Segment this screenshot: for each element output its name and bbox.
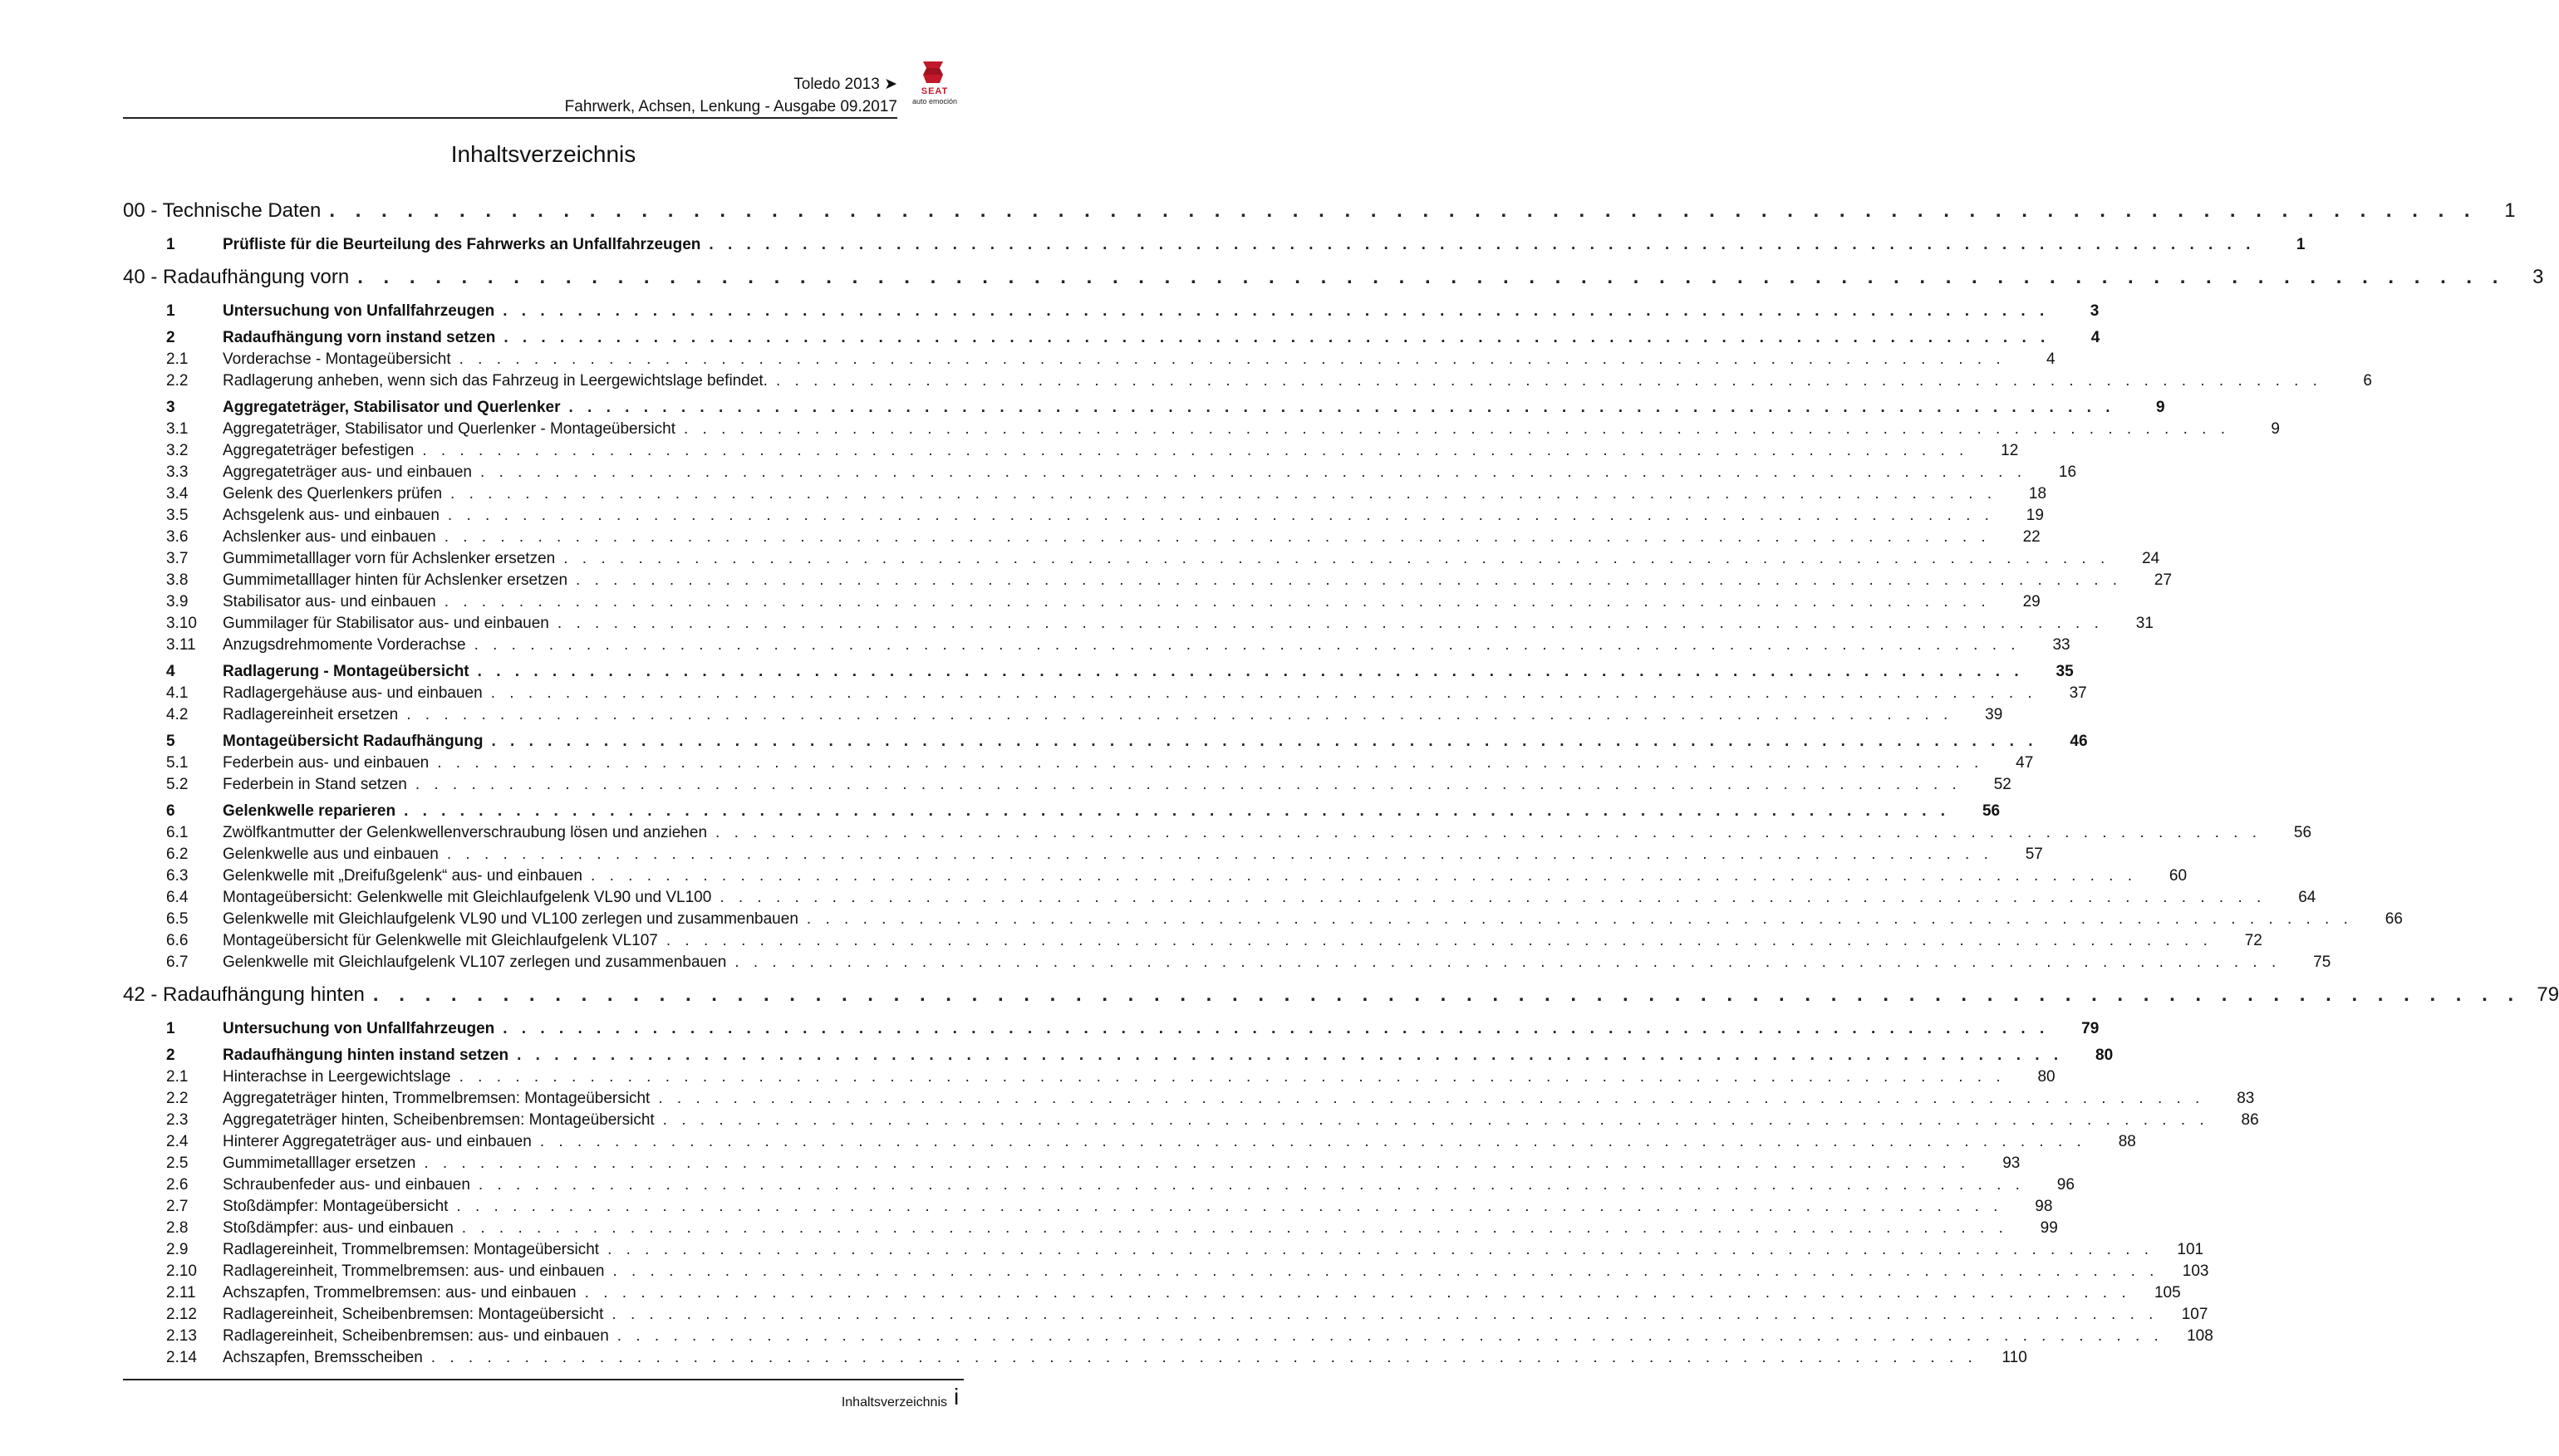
- toc-entry-title: Achslenker aus- und einbauen: [223, 528, 436, 546]
- toc-entry-page: 105: [2154, 1284, 2181, 1302]
- toc-entry-page: 93: [2002, 1155, 2021, 1172]
- toc-entry-page: 9: [2155, 399, 2165, 416]
- toc-leader-dots: . . . . . . . . . . . . . . . . . . . . . . . . . . . . . . . . . . . . . . . . . . . . . . . . . . . . . . . . . . . . . . . . . . . . . . . . . . . . . . . . . . .: [539, 1133, 2086, 1150]
- toc-entry-title: Radaufhängung vorn instand setzen: [223, 329, 496, 346]
- toc-entry-number: 2.11: [166, 1284, 196, 1302]
- toc-subsection[interactable]: [123, 351, 2056, 372]
- toc-entry-number: 2.5: [166, 1155, 189, 1172]
- toc-entry-page: 39: [1985, 706, 2003, 723]
- toc-section[interactable]: [123, 329, 2100, 351]
- toc-entry-page: 96: [2056, 1176, 2075, 1194]
- toc-entry-page: 98: [2035, 1198, 2053, 1215]
- toc-leader-dots: . . . . . . . . . . . . . . . . . . . . . . . . . . . . . . . . . . . . . . . . . . . . . . . . . . . . . . . . . . . . . . . . . . . . . . . . . . . . . . . . . . .: [461, 1219, 2008, 1237]
- toc-section[interactable]: [123, 733, 2088, 754]
- toc-entry-number: 3.5: [166, 507, 189, 524]
- toc-entry-page: 79: [2081, 1020, 2100, 1037]
- toc-leader-dots: . . . . . . . . . . . . . . . . . . . . . . . . . . . . . . . . . . . . . . . . . . . . . . . . . . . . . . . . . . . . . . . . . . . . . . . . . . . . . . . . . . .: [576, 571, 2123, 589]
- toc-subsection[interactable]: [123, 372, 2372, 394]
- toc-entry-page: 107: [2181, 1306, 2208, 1323]
- toc-entry-number: 3.6: [166, 528, 189, 546]
- toc-subsection[interactable]: [123, 1306, 2208, 1327]
- toc-section[interactable]: [123, 302, 2100, 324]
- toc-entry-title: Untersuchung von Unfallfahrzeugen: [223, 302, 495, 320]
- toc-entry-page: 56: [2293, 824, 2312, 841]
- toc-entry-number: 2.7: [166, 1198, 189, 1215]
- logo-tagline: auto emoción: [911, 97, 958, 105]
- toc-leader-dots: . . . . . . . . . . . . . . . . . . . . . . . . . . . . . . . . . . . . . . . . . . . . . . . . . . . . . . . . . . . . . . . . . . . . . . . . . . . . . . . . . . .: [517, 1047, 2064, 1064]
- footer-page-number: i: [954, 1384, 960, 1409]
- toc-entry-number: 2.13: [166, 1327, 197, 1345]
- toc-subsection[interactable]: [123, 1090, 2255, 1111]
- toc-leader-dots: . . . . . . . . . . . . . . . . . . . . . . . . . . . . . . . . . . . . . . . . . . . . . . . . . . . . . . . . . . . . . . . . . . . . . . . . . . . . . . . . . . .: [456, 1198, 2003, 1215]
- toc-leader-dots: . . . . . . . . . . . . . . . . . . . . . . . . . . . . . . . . . . . . . . . . . . . . . . . . . . . . . . . . . . . . . . . . . . . . . . . . . . . . . . . . . . .: [329, 199, 2478, 222]
- toc-entry-page: 83: [2237, 1090, 2255, 1107]
- toc-entry-title: Radlagereinheit, Scheibenbremsen: Montageübersicht: [223, 1306, 604, 1323]
- toc-leader-dots: . . . . . . . . . . . . . . . . . . . . . . . . . . . . . . . . . . . . . . . . . . . . . . . . . . . . . . . . . . . . . . . . . . . . . . . . . . . . . . . . . . .: [446, 846, 1993, 863]
- toc-entry-title: Gummilager für Stabilisator aus- und einbauen: [223, 615, 549, 632]
- toc-entry-title: Montageübersicht Radaufhängung: [223, 733, 484, 750]
- logo-wordmark: SEAT: [921, 86, 949, 96]
- page-header: [123, 73, 897, 118]
- toc-entry-number: 4.2: [166, 706, 189, 723]
- toc-leader-dots: . . . . . . . . . . . . . . . . . . . . . . . . . . . . . . . . . . . . . . . . . . . . . . . . . . . . . . . . . . . . . . . . . . . . . . . . . . . . . . . . . . .: [478, 1176, 2025, 1194]
- toc-entry-page: 9: [2271, 420, 2280, 438]
- toc-entry-page: 33: [2052, 636, 2070, 654]
- toc-entry-page: 60: [2169, 867, 2188, 885]
- toc-chapter-title: 00 - Technische Daten: [123, 199, 322, 222]
- toc-section[interactable]: [123, 1047, 2114, 1068]
- toc-chapter-title: 40 - Radaufhängung vorn: [123, 266, 350, 288]
- toc-entry-page: 46: [2070, 733, 2088, 750]
- toc-entry-number: 5.1: [166, 754, 189, 772]
- toc-subsection[interactable]: [123, 824, 2312, 846]
- toc-entry-title: Hinterer Aggregateträger aus- und einbauen: [223, 1133, 532, 1150]
- toc-leader-dots: . . . . . . . . . . . . . . . . . . . . . . . . . . . . . . . . . . . . . . . . . . . . . . . . . . . . . . . . . . . . . . . . . . . . . . . . . . . . . . . . . . .: [666, 932, 2213, 949]
- toc-section[interactable]: [123, 1020, 2100, 1042]
- toc-entry-number: 4: [166, 663, 175, 680]
- toc-entry-title: Aggregateträger, Stabilisator und Querlenker - Montageübersicht: [223, 420, 675, 438]
- toc-entry-title: Aggregateträger hinten, Trommelbremsen: Montageübersicht: [223, 1090, 651, 1107]
- toc-subsection[interactable]: [123, 1133, 2136, 1155]
- toc-subsection[interactable]: [123, 1284, 2181, 1306]
- toc-entry-title: Montageübersicht: Gelenkwelle mit Gleichlaufgelenk VL90 und VL100: [223, 889, 712, 906]
- toc-subsection[interactable]: [123, 528, 2041, 550]
- toc-entry-number: 2.9: [166, 1241, 189, 1258]
- toc-subsection[interactable]: [123, 1327, 2213, 1349]
- toc-subsection[interactable]: [123, 571, 2173, 593]
- toc-leader-dots: . . . . . . . . . . . . . . . . . . . . . . . . . . . . . . . . . . . . . . . . . . . . . . . . . . . . . . . . . . . . . . . . . . . . . . . . . . . . . . . . . . .: [490, 684, 2037, 702]
- toc-leader-dots: . . . . . . . . . . . . . . . . . . . . . . . . . . . . . . . . . . . . . . . . . . . . . . . . . . . . . . . . . . . . . . . . . . . . . . . . . . . . . . . . . . .: [607, 1241, 2154, 1258]
- toc-subsection[interactable]: [123, 910, 2403, 932]
- toc-entry-number: 6.5: [166, 910, 189, 928]
- toc-subsection[interactable]: [123, 593, 2041, 615]
- toc-entry-title: Radlagereinheit, Trommelbremsen: Montageübersicht: [223, 1241, 600, 1258]
- toc-entry-page: 18: [2028, 485, 2047, 502]
- toc-leader-dots: . . . . . . . . . . . . . . . . . . . . . . . . . . . . . . . . . . . . . . . . . . . . . . . . . . . . . . . . . . . . . . . . . . . . . . . . . . . . . . . . . . .: [447, 507, 1994, 524]
- toc-entry-number: 2: [166, 329, 175, 346]
- toc-entry-page: 56: [1982, 802, 2001, 820]
- toc-entry-page: 108: [2187, 1327, 2213, 1345]
- toc-entry-number: 2: [166, 1047, 175, 1064]
- toc-leader-dots: . . . . . . . . . . . . . . . . . . . . . . . . . . . . . . . . . . . . . . . . . . . . . . . . . . . . . . . . . . . . . . . . . . . . . . . . . . . . . . . . . . .: [459, 351, 2006, 368]
- toc-section[interactable]: [123, 399, 2165, 420]
- toc-subsection[interactable]: [123, 636, 2070, 658]
- toc-entry-number: 6.1: [166, 824, 189, 841]
- toc-entry-number: 3.9: [166, 593, 189, 610]
- toc-entry-number: 2.10: [166, 1262, 197, 1280]
- toc-subsection[interactable]: [123, 507, 2044, 528]
- toc-entry-number: 6: [166, 802, 175, 820]
- toc-entry-number: 2.8: [166, 1219, 189, 1237]
- toc-subsection[interactable]: [123, 1111, 2259, 1133]
- toc-entry-page: 52: [1993, 776, 2011, 793]
- toc-entry-number: 5.2: [166, 776, 189, 793]
- toc-entry-number: 5: [166, 733, 175, 750]
- toc-leader-dots: . . . . . . . . . . . . . . . . . . . . . . . . . . . . . . . . . . . . . . . . . . . . . . . . . . . . . . . . . . . . . . . . . . . . . . . . . . . . . . . . . . .: [372, 983, 2522, 1006]
- toc-chapter-page: 3: [2532, 266, 2544, 288]
- toc-entry-number: 3.8: [166, 571, 189, 589]
- toc-subsection[interactable]: [123, 1176, 2075, 1198]
- toc-leader-dots: . . . . . . . . . . . . . . . . . . . . . . . . . . . . . . . . . . . . . . . . . . . . . . . . . . . . . . . . . . . . . . . . . . . . . . . . . . . . . . . . . . .: [503, 329, 2051, 346]
- toc-entry-title: Vorderachse - Montageübersicht: [223, 351, 451, 368]
- toc-leader-dots: . . . . . . . . . . . . . . . . . . . . . . . . . . . . . . . . . . . . . . . . . . . . . . . . . . . . . . . . . . . . . . . . . . . . . . . . . . . . . . . . . . .: [444, 528, 1991, 546]
- toc-section[interactable]: [123, 236, 2306, 257]
- toc-entry-number: 6.2: [166, 846, 189, 863]
- toc-entry-title: Radlagerung anheben, wenn sich das Fahrzeug in Leergewichtslage befindet.: [223, 372, 768, 390]
- toc-entry-page: 12: [2001, 442, 2019, 459]
- toc-leader-dots: . . . . . . . . . . . . . . . . . . . . . . . . . . . . . . . . . . . . . . . . . . . . . . . . . . . . . . . . . . . . . . . . . . . . . . . . . . . . . . . . . . .: [357, 266, 2506, 288]
- toc-entry-number: 6.6: [166, 932, 189, 949]
- toc-entry-page: 16: [2058, 463, 2077, 481]
- toc-leader-dots: . . . . . . . . . . . . . . . . . . . . . . . . . . . . . . . . . . . . . . . . . . . . . . . . . . . . . . . . . . . . . . . . . . . . . . . . . . . . . . . . . . .: [734, 954, 2281, 971]
- toc-entry-number: 3.10: [166, 615, 197, 632]
- toc-entry-page: 99: [2040, 1219, 2058, 1237]
- toc-entry-title: Gummimetalllager vorn für Achslenker ersetzen: [223, 550, 556, 567]
- toc-subsection[interactable]: [123, 485, 2047, 507]
- toc-subsection[interactable]: [123, 1155, 2021, 1176]
- table-of-contents: [123, 199, 2559, 1370]
- toc-subsection[interactable]: [123, 463, 2077, 485]
- toc-leader-dots: . . . . . . . . . . . . . . . . . . . . . . . . . . . . . . . . . . . . . . . . . . . . . . . . . . . . . . . . . . . . . . . . . . . . . . . . . . . . . . . . . . .: [406, 706, 1953, 723]
- page-title: Inhaltsverzeichnis: [450, 141, 636, 167]
- toc-entry-title: Radlagerung - Montageübersicht: [223, 663, 469, 680]
- toc-chapter-page: 1: [2504, 199, 2516, 222]
- toc-entry-number: 6.4: [166, 889, 189, 906]
- toc-leader-dots: . . . . . . . . . . . . . . . . . . . . . . . . . . . . . . . . . . . . . . . . . . . . . . . . . . . . . . . . . . . . . . . . . . . . . . . . . . . . . . . . . . .: [612, 1262, 2159, 1280]
- toc-entry-page: 19: [2026, 507, 2044, 524]
- toc-entry-title: Gelenkwelle mit „Dreifußgelenk“ aus- und einbauen: [223, 867, 583, 885]
- toc-leader-dots: . . . . . . . . . . . . . . . . . . . . . . . . . . . . . . . . . . . . . . . . . . . . . . . . . . . . . . . . . . . . . . . . . . . . . . . . . . . . . . . . . . .: [720, 889, 2267, 906]
- toc-subsection[interactable]: [123, 615, 2154, 636]
- toc-entry-page: 72: [2244, 932, 2262, 949]
- toc-chapter-page: 79: [2537, 983, 2559, 1006]
- toc-subsection[interactable]: [123, 1068, 2056, 1090]
- toc-leader-dots: . . . . . . . . . . . . . . . . . . . . . . . . . . . . . . . . . . . . . . . . . . . . . . . . . . . . . . . . . . . . . . . . . . . . . . . . . . . . . . . . . . .: [715, 824, 2262, 841]
- toc-leader-dots: . . . . . . . . . . . . . . . . . . . . . . . . . . . . . . . . . . . . . . . . . . . . . . . . . . . . . . . . . . . . . . . . . . . . . . . . . . . . . . . . . . .: [563, 550, 2110, 567]
- toc-entry-number: 1: [166, 236, 175, 253]
- toc-entry-page: 86: [2241, 1111, 2259, 1129]
- toc-leader-dots: . . . . . . . . . . . . . . . . . . . . . . . . . . . . . . . . . . . . . . . . . . . . . . . . . . . . . . . . . . . . . . . . . . . . . . . . . . . . . . . . . . .: [459, 1068, 2006, 1086]
- toc-leader-dots: . . . . . . . . . . . . . . . . . . . . . . . . . . . . . . . . . . . . . . . . . . . . . . . . . . . . . . . . . . . . . . . . . . . . . . . . . . . . . . . . . . .: [503, 302, 2050, 320]
- toc-entry-title: Gelenkwelle mit Gleichlaufgelenk VL90 und VL100 zerlegen und zusammenbauen: [223, 910, 798, 928]
- toc-entry-page: 1: [2296, 236, 2306, 253]
- toc-entry-title: Radaufhängung hinten instand setzen: [223, 1047, 509, 1064]
- toc-entry-title: Montageübersicht für Gelenkwelle mit Gleichlaufgelenk VL107: [223, 932, 658, 949]
- toc-subsection[interactable]: [123, 932, 2262, 954]
- toc-leader-dots: . . . . . . . . . . . . . . . . . . . . . . . . . . . . . . . . . . . . . . . . . . . . . . . . . . . . . . . . . . . . . . . . . . . . . . . . . . . . . . . . . . .: [424, 1155, 1971, 1172]
- toc-entry-number: 3.2: [166, 442, 189, 459]
- toc-entry-page: 22: [2022, 528, 2041, 546]
- toc-entry-title: Gelenkwelle mit Gleichlaufgelenk VL107 zerlegen und zusammenbauen: [223, 954, 727, 971]
- toc-entry-title: Aggregateträger befestigen: [223, 442, 415, 459]
- toc-chapter[interactable]: [123, 199, 2516, 231]
- toc-leader-dots: . . . . . . . . . . . . . . . . . . . . . . . . . . . . . . . . . . . . . . . . . . . . . . . . . . . . . . . . . . . . . . . . . . . . . . . . . . . . . . . . . . .: [591, 867, 2138, 885]
- toc-entry-page: 3: [2090, 302, 2100, 320]
- toc-entry-number: 2.4: [166, 1133, 189, 1150]
- header-rule: [123, 117, 897, 119]
- toc-entry-number: 2.1: [166, 351, 189, 368]
- toc-chapter[interactable]: [123, 266, 2544, 297]
- toc-entry-page: 64: [2298, 889, 2316, 906]
- toc-entry-page: 57: [2025, 846, 2043, 863]
- toc-entry-page: 4: [2046, 351, 2056, 368]
- toc-subsection[interactable]: [123, 684, 2087, 706]
- header-model: Toledo 2013 ➤: [793, 76, 897, 93]
- toc-entry-title: Radlagereinheit, Scheibenbremsen: aus- und einbauen: [223, 1327, 609, 1345]
- toc-entry-number: 1: [166, 1020, 175, 1037]
- toc-entry-number: 4.1: [166, 684, 189, 702]
- toc-leader-dots: . . . . . . . . . . . . . . . . . . . . . . . . . . . . . . . . . . . . . . . . . . . . . . . . . . . . . . . . . . . . . . . . . . . . . . . . . . . . . . . . . . .: [709, 236, 2256, 253]
- toc-entry-title: Stoßdämpfer: aus- und einbauen: [223, 1219, 454, 1237]
- toc-entry-title: Federbein in Stand setzen: [223, 776, 407, 793]
- header-subtitle: Fahrwerk, Achsen, Lenkung - Ausgabe 09.2017: [564, 98, 897, 115]
- toc-entry-number: 6.7: [166, 954, 189, 971]
- toc-entry-page: 47: [2016, 754, 2034, 772]
- toc-leader-dots: . . . . . . . . . . . . . . . . . . . . . . . . . . . . . . . . . . . . . . . . . . . . . . . . . . . . . . . . . . . . . . . . . . . . . . . . . . . . . . . . . . .: [662, 1111, 2209, 1129]
- toc-entry-number: 2.3: [166, 1111, 189, 1129]
- toc-entry-number: 2.2: [166, 1090, 189, 1107]
- toc-chapter-title: 42 - Radaufhängung hinten: [123, 983, 365, 1006]
- toc-entry-number: 2.14: [166, 1349, 197, 1366]
- toc-entry-page: 80: [2037, 1068, 2056, 1086]
- toc-leader-dots: . . . . . . . . . . . . . . . . . . . . . . . . . . . . . . . . . . . . . . . . . . . . . . . . . . . . . . . . . . . . . . . . . . . . . . . . . . . . . . . . . . .: [474, 636, 2021, 654]
- toc-leader-dots: . . . . . . . . . . . . . . . . . . . . . . . . . . . . . . . . . . . . . . . . . . . . . . . . . . . . . . . . . . . . . . . . . . . . . . . . . . . . . . . . . . .: [683, 420, 2230, 438]
- toc-entry-number: 1: [166, 302, 175, 320]
- toc-entry-page: 31: [2135, 615, 2154, 632]
- toc-entry-title: Gummimetalllager hinten für Achslenker ersetzen: [223, 571, 568, 589]
- toc-subsection[interactable]: [123, 1262, 2209, 1284]
- toc-entry-number: 3.3: [166, 463, 189, 481]
- toc-entry-title: Gummimetalllager ersetzen: [223, 1155, 416, 1172]
- toc-entry-title: Untersuchung von Unfallfahrzeugen: [223, 1020, 495, 1037]
- seat-logo-icon: [920, 60, 946, 85]
- toc-entry-page: 37: [2069, 684, 2087, 702]
- toc-subsection[interactable]: [123, 706, 2003, 728]
- toc-subsection[interactable]: [123, 550, 2160, 571]
- toc-section[interactable]: [123, 663, 2074, 684]
- toc-entry-page: 29: [2022, 593, 2041, 610]
- toc-entry-number: 3.11: [166, 636, 196, 654]
- toc-leader-dots: . . . . . . . . . . . . . . . . . . . . . . . . . . . . . . . . . . . . . . . . . . . . . . . . . . . . . . . . . . . . . . . . . . . . . . . . . . . . . . . . . . .: [422, 442, 1969, 459]
- toc-entry-page: 35: [2056, 663, 2074, 680]
- toc-subsection[interactable]: [123, 1349, 2027, 1370]
- toc-entry-number: 3.1: [166, 420, 189, 438]
- toc-entry-page: 88: [2118, 1133, 2136, 1150]
- toc-leader-dots: . . . . . . . . . . . . . . . . . . . . . . . . . . . . . . . . . . . . . . . . . . . . . . . . . . . . . . . . . . . . . . . . . . . . . . . . . . . . . . . . . . .: [806, 910, 2353, 928]
- toc-chapter[interactable]: [123, 983, 2559, 1015]
- toc-entry-title: Aggregateträger hinten, Scheibenbremsen: Montageübersicht: [223, 1111, 655, 1129]
- toc-entry-title: Gelenkwelle aus und einbauen: [223, 846, 439, 863]
- toc-entry-title: Radlagereinheit ersetzen: [223, 706, 399, 723]
- toc-entry-title: Aggregateträger aus- und einbauen: [223, 463, 473, 481]
- toc-entry-title: Anzugsdrehmomente Vorderachse: [223, 636, 466, 654]
- toc-subsection[interactable]: [123, 889, 2316, 910]
- toc-entry-title: Gelenk des Querlenkers prüfen: [223, 485, 443, 502]
- toc-subsection[interactable]: [123, 442, 2019, 463]
- toc-section[interactable]: [123, 802, 2001, 824]
- toc-entry-page: 80: [2095, 1047, 2114, 1064]
- toc-entry-title: Federbein aus- und einbauen: [223, 754, 430, 772]
- toc-entry-title: Achsgelenk aus- und einbauen: [223, 507, 440, 524]
- toc-leader-dots: . . . . . . . . . . . . . . . . . . . . . . . . . . . . . . . . . . . . . . . . . . . . . . . . . . . . . . . . . . . . . . . . . . . . . . . . . . . . . . . . . . .: [503, 1020, 2050, 1037]
- toc-leader-dots: . . . . . . . . . . . . . . . . . . . . . . . . . . . . . . . . . . . . . . . . . . . . . . . . . . . . . . . . . . . . . . . . . . . . . . . . . . . . . . . . . . .: [437, 754, 1984, 772]
- toc-entry-title: Prüfliste für die Beurteilung des Fahrwerks an Unfallfahrzeugen: [223, 236, 701, 253]
- toc-entry-title: Gelenkwelle reparieren: [223, 802, 396, 820]
- toc-leader-dots: . . . . . . . . . . . . . . . . . . . . . . . . . . . . . . . . . . . . . . . . . . . . . . . . . . . . . . . . . . . . . . . . . . . . . . . . . . . . . . . . . . .: [612, 1306, 2159, 1323]
- toc-entry-title: Stabilisator aus- und einbauen: [223, 593, 436, 610]
- toc-entry-title: Radlagereinheit, Trommelbremsen: aus- und einbauen: [223, 1262, 605, 1280]
- toc-subsection[interactable]: [123, 420, 2280, 442]
- toc-leader-dots: . . . . . . . . . . . . . . . . . . . . . . . . . . . . . . . . . . . . . . . . . . . . . . . . . . . . . . . . . . . . . . . . . . . . . . . . . . . . . . . . . . .: [450, 485, 1997, 502]
- toc-entry-page: 75: [2313, 954, 2331, 971]
- toc-subsection[interactable]: [123, 1198, 2053, 1219]
- toc-leader-dots: . . . . . . . . . . . . . . . . . . . . . . . . . . . . . . . . . . . . . . . . . . . . . . . . . . . . . . . . . . . . . . . . . . . . . . . . . . . . . . . . . . .: [775, 372, 2322, 390]
- toc-entry-number: 2.12: [166, 1306, 197, 1323]
- toc-leader-dots: . . . . . . . . . . . . . . . . . . . . . . . . . . . . . . . . . . . . . . . . . . . . . . . . . . . . . . . . . . . . . . . . . . . . . . . . . . . . . . . . . . .: [444, 593, 1991, 610]
- toc-entry-page: 103: [2182, 1262, 2209, 1280]
- toc-entry-title: Achszapfen, Trommelbremsen: aus- und einbauen: [223, 1284, 577, 1302]
- toc-entry-number: 6.3: [166, 867, 189, 885]
- toc-entry-number: 3.4: [166, 485, 189, 502]
- toc-entry-title: Stoßdämpfer: Montageübersicht: [223, 1198, 449, 1215]
- toc-entry-number: 3: [166, 399, 175, 416]
- toc-entry-number: 2.6: [166, 1176, 189, 1194]
- toc-leader-dots: . . . . . . . . . . . . . . . . . . . . . . . . . . . . . . . . . . . . . . . . . . . . . . . . . . . . . . . . . . . . . . . . . . . . . . . . . . . . . . . . . . .: [557, 615, 2104, 632]
- toc-subsection[interactable]: [123, 954, 2331, 975]
- toc-leader-dots: . . . . . . . . . . . . . . . . . . . . . . . . . . . . . . . . . . . . . . . . . . . . . . . . . . . . . . . . . . . . . . . . . . . . . . . . . . . . . . . . . . .: [404, 802, 1951, 820]
- toc-subsection[interactable]: [123, 846, 2043, 867]
- toc-leader-dots: . . . . . . . . . . . . . . . . . . . . . . . . . . . . . . . . . . . . . . . . . . . . . . . . . . . . . . . . . . . . . . . . . . . . . . . . . . . . . . . . . . .: [415, 776, 1962, 793]
- toc-leader-dots: . . . . . . . . . . . . . . . . . . . . . . . . . . . . . . . . . . . . . . . . . . . . . . . . . . . . . . . . . . . . . . . . . . . . . . . . . . . . . . . . . . .: [480, 463, 2027, 481]
- toc-entry-title: Schraubenfeder aus- und einbauen: [223, 1176, 470, 1194]
- toc-entry-number: 3.7: [166, 550, 189, 567]
- toc-entry-page: 110: [2002, 1349, 2027, 1366]
- toc-entry-title: Zwölfkantmutter der Gelenkwellenverschraubung lösen und anziehen: [223, 824, 708, 841]
- toc-entry-number: 2.1: [166, 1068, 189, 1086]
- toc-subsection[interactable]: [123, 867, 2188, 889]
- footer-rule: [123, 1379, 964, 1380]
- footer-label: Inhaltsverzeichnis: [841, 1395, 947, 1409]
- toc-subsection[interactable]: [123, 754, 2034, 776]
- toc-leader-dots: . . . . . . . . . . . . . . . . . . . . . . . . . . . . . . . . . . . . . . . . . . . . . . . . . . . . . . . . . . . . . . . . . . . . . . . . . . . . . . . . . . .: [658, 1090, 2205, 1107]
- toc-leader-dots: . . . . . . . . . . . . . . . . . . . . . . . . . . . . . . . . . . . . . . . . . . . . . . . . . . . . . . . . . . . . . . . . . . . . . . . . . . . . . . . . . . .: [584, 1284, 2131, 1302]
- toc-leader-dots: . . . . . . . . . . . . . . . . . . . . . . . . . . . . . . . . . . . . . . . . . . . . . . . . . . . . . . . . . . . . . . . . . . . . . . . . . . . . . . . . . . .: [430, 1349, 1977, 1366]
- toc-entry-title: Aggregateträger, Stabilisator und Querlenker: [223, 399, 561, 416]
- toc-entry-title: Achszapfen, Bremsscheiben: [223, 1349, 423, 1366]
- toc-leader-dots: . . . . . . . . . . . . . . . . . . . . . . . . . . . . . . . . . . . . . . . . . . . . . . . . . . . . . . . . . . . . . . . . . . . . . . . . . . . . . . . . . . .: [477, 663, 2024, 680]
- toc-entry-page: 101: [2177, 1241, 2204, 1258]
- toc-subsection[interactable]: [123, 1241, 2204, 1262]
- toc-leader-dots: . . . . . . . . . . . . . . . . . . . . . . . . . . . . . . . . . . . . . . . . . . . . . . . . . . . . . . . . . . . . . . . . . . . . . . . . . . . . . . . . . . .: [568, 399, 2115, 416]
- toc-leader-dots: . . . . . . . . . . . . . . . . . . . . . . . . . . . . . . . . . . . . . . . . . . . . . . . . . . . . . . . . . . . . . . . . . . . . . . . . . . . . . . . . . . .: [491, 733, 2038, 750]
- toc-entry-title: Radlagergehäuse aus- und einbauen: [223, 684, 483, 702]
- seat-logo: [901, 60, 968, 110]
- toc-leader-dots: . . . . . . . . . . . . . . . . . . . . . . . . . . . . . . . . . . . . . . . . . . . . . . . . . . . . . . . . . . . . . . . . . . . . . . . . . . . . . . . . . . .: [616, 1327, 2164, 1345]
- toc-entry-page: 27: [2154, 571, 2173, 589]
- toc-subsection[interactable]: [123, 1219, 2058, 1241]
- toc-subsection[interactable]: [123, 776, 2011, 797]
- toc-entry-title: Hinterachse in Leergewichtslage: [223, 1068, 451, 1086]
- toc-entry-page: 4: [2090, 329, 2100, 346]
- toc-entry-page: 66: [2385, 910, 2403, 928]
- toc-entry-number: 2.2: [166, 372, 189, 390]
- toc-entry-page: 6: [2363, 372, 2372, 390]
- toc-entry-page: 24: [2142, 550, 2160, 567]
